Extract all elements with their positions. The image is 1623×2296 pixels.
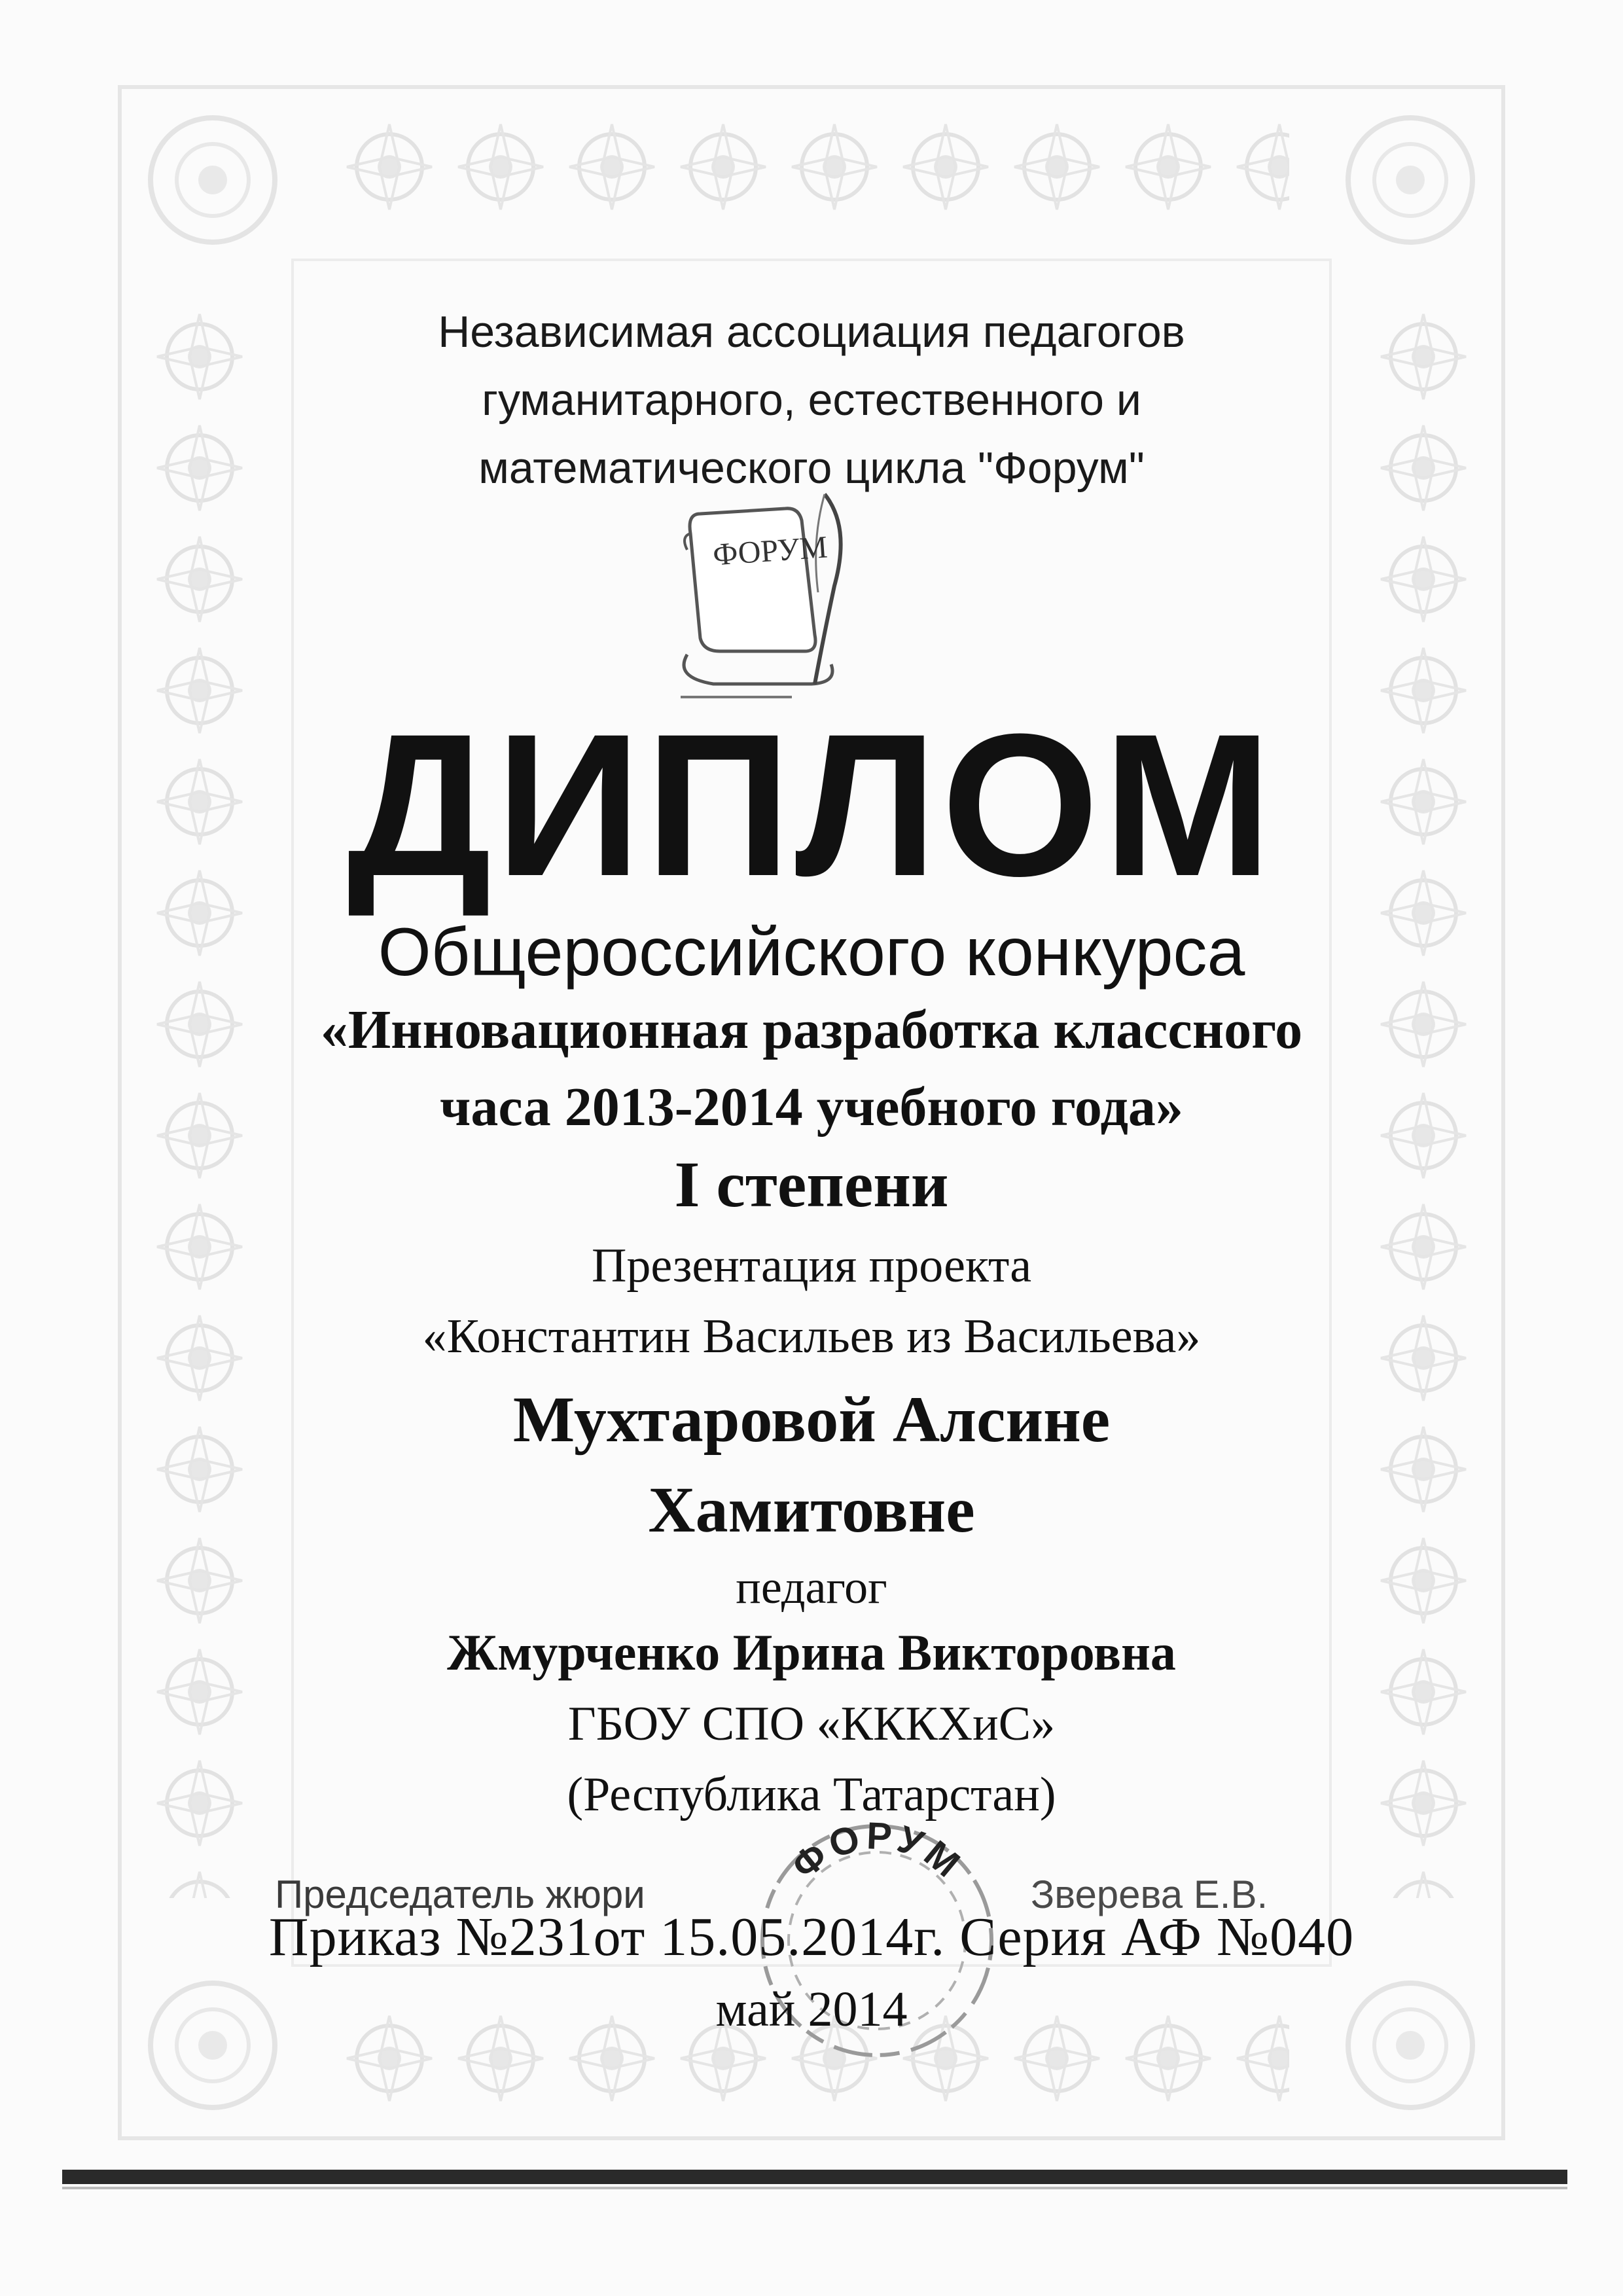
- school-name: ГБОУ СПО «КККХиС»: [567, 1697, 1056, 1751]
- teacher-name: Жмурченко Ирина Викторовна: [447, 1624, 1176, 1681]
- corner-ornament-icon: [1329, 98, 1492, 262]
- school-region: (Республика Татарстан): [567, 1768, 1056, 1821]
- recipient-line-2: Хамитовне: [648, 1473, 975, 1546]
- order-number: Приказ №231от 15.05.2014г. Серия АФ №040: [268, 1907, 1355, 1967]
- recipient-name: [0, 1374, 1623, 1555]
- ornament-band-top: [334, 111, 1289, 223]
- scroll-and-quill-icon: [661, 488, 857, 710]
- bottom-rule: [62, 2170, 1567, 2184]
- stamp-text: ФОРУМ: [783, 1814, 971, 1888]
- award-degree: I степени: [674, 1148, 949, 1221]
- bottom-rule-shadow: [62, 2187, 1567, 2189]
- project-description: [0, 1230, 1623, 1372]
- issue-date: май 2014: [715, 1982, 908, 2037]
- svg-text:ФОРУМ: [784, 1814, 971, 1888]
- contest-line-1: «Инновационная разработка классного: [320, 999, 1303, 1060]
- organization-line-3: математического цикла "Форум": [478, 443, 1145, 493]
- organization-line-1: Независимая ассоциация педагогов: [438, 307, 1185, 357]
- teacher-role: педагог: [736, 1561, 887, 1613]
- corner-ornament-icon: [131, 98, 294, 262]
- jury-chair-name: Зверева Е.В.: [1031, 1873, 1268, 1916]
- logo-text: ФОРУМ: [711, 529, 829, 573]
- organization-name: [0, 298, 1623, 502]
- contest-subtitle: Общероссийского конкурса: [378, 914, 1245, 990]
- organization-line-2: гуманитарного, естественного и: [482, 375, 1141, 425]
- recipient-line-1: Мухтаровой Алсине: [512, 1383, 1111, 1456]
- contest-line-2: часа 2013-2014 учебного года»: [440, 1077, 1183, 1138]
- project-line-1: Презентация проекта: [591, 1239, 1032, 1293]
- project-line-2: «Константин Васильев из Васильева»: [422, 1310, 1201, 1363]
- page-title: ДИПЛОМ: [347, 691, 1276, 918]
- contest-name: [0, 992, 1623, 1146]
- jury-chair-label: Председатель жюри: [275, 1873, 645, 1916]
